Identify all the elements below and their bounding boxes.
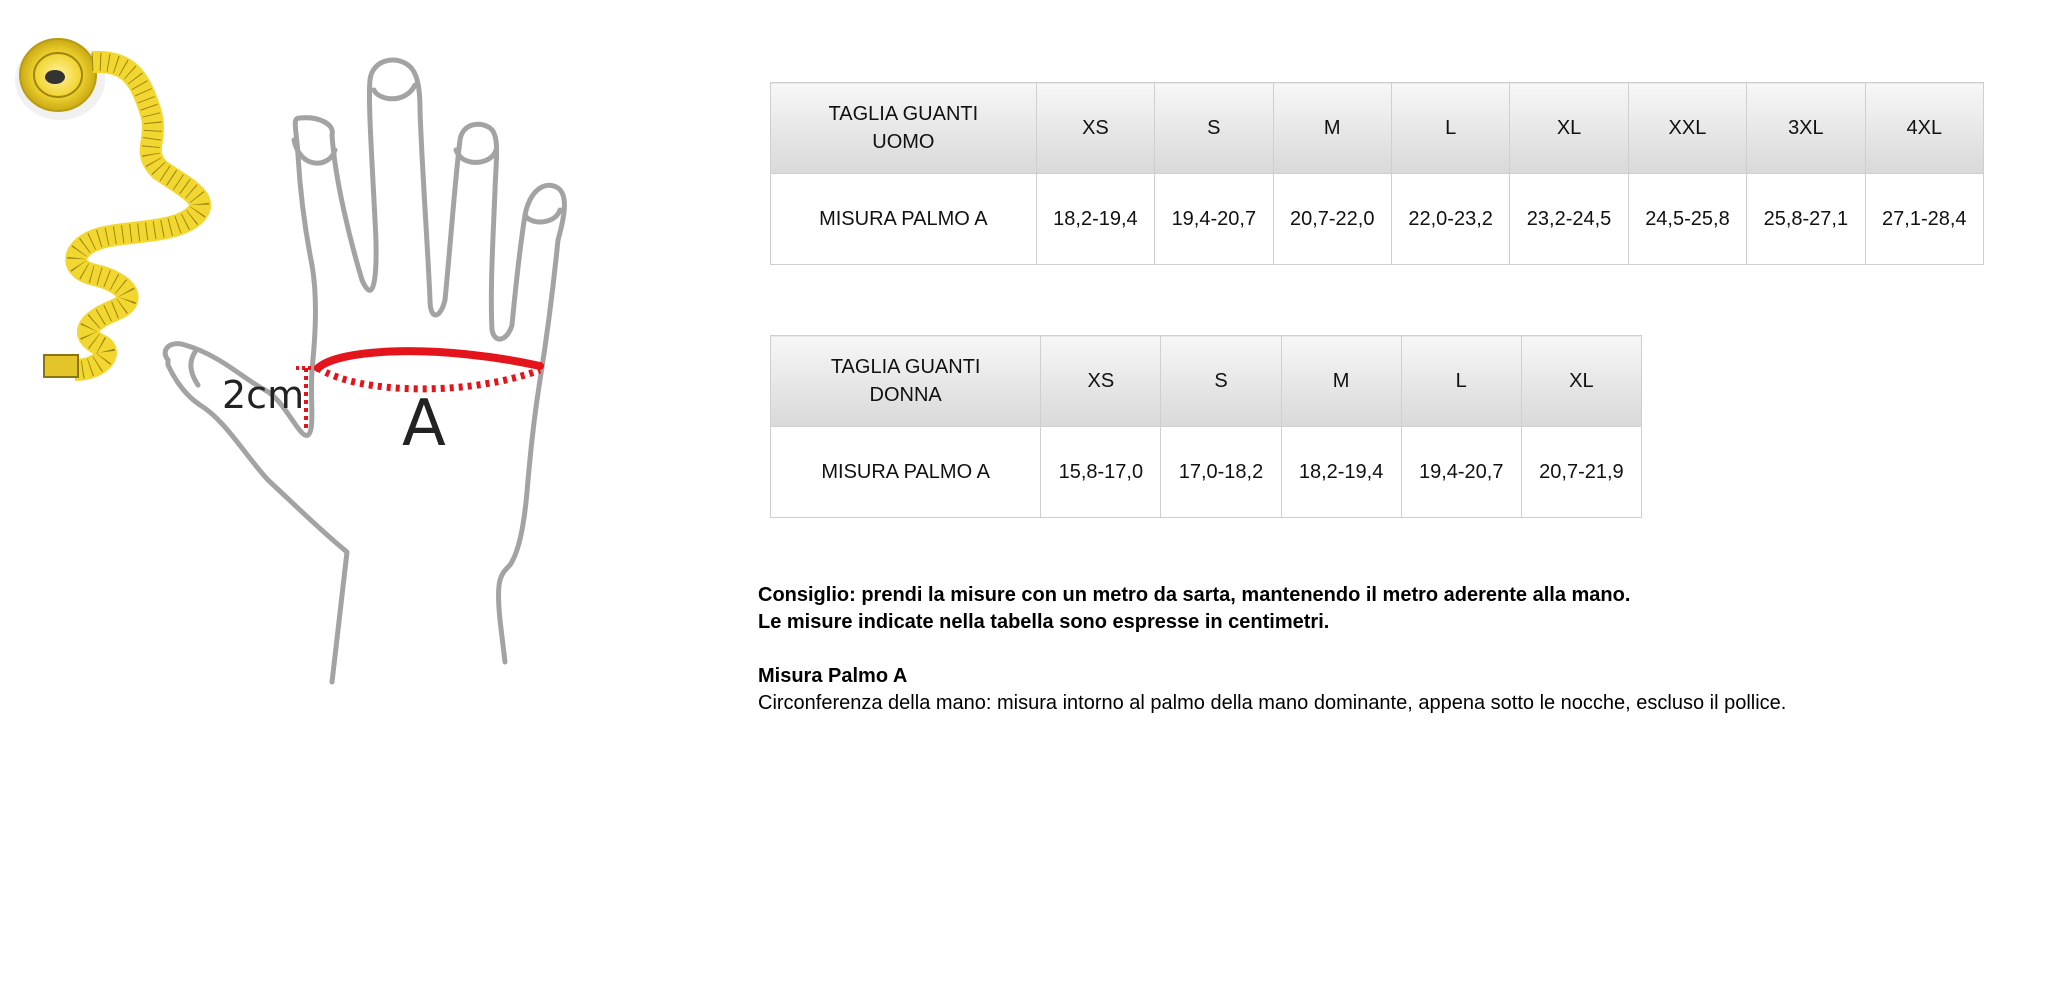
men-size-s: S [1155, 83, 1273, 174]
men-size-m: M [1273, 83, 1391, 174]
palm-measure-band [222, 351, 540, 461]
women-header-row [771, 336, 1642, 427]
men-measure-row [771, 174, 1984, 265]
men-value-s: 19,4-20,7 [1155, 174, 1273, 265]
men-size-table [770, 82, 1984, 265]
women-header-line-1: TAGLIA GUANTI [830, 356, 981, 378]
men-value-l: 22,0-23,2 [1391, 174, 1509, 265]
men-size-4xl: 4XL [1865, 83, 1983, 174]
men-header-line-2: UOMO [872, 131, 935, 153]
point-a-label: A [402, 387, 446, 461]
women-value-l: 19,4-20,7 [1401, 427, 1521, 518]
men-header-line-1: TAGLIA GUANTI [828, 103, 979, 125]
tip-line-1: Consiglio: prendi la misure con un metro da sarta, mantenendo il metro aderente alla mano. [758, 584, 1631, 606]
women-size-table [770, 335, 1642, 518]
men-value-4xl: 27,1-28,4 [1865, 174, 1983, 265]
tip-line-2: Le misure indicate nella tabella sono espresse in centimetri. [758, 611, 1330, 633]
women-value-m: 18,2-19,4 [1281, 427, 1401, 518]
notes-description: Circonferenza della mano: misura intorno al palmo della mano dominante, appena sotto le nocche, escluso il pollice. [758, 692, 1787, 714]
women-value-xs: 15,8-17,0 [1041, 427, 1161, 518]
men-size-3xl: 3XL [1747, 83, 1865, 174]
notes-spacer [758, 636, 1908, 663]
measure-label: 2cm [222, 373, 305, 417]
hand-measure-illustration [0, 0, 600, 720]
men-row-label: MISURA PALMO A [771, 174, 1037, 265]
men-size-xxl: XXL [1628, 83, 1746, 174]
men-header-label [771, 83, 1037, 174]
men-size-xs: XS [1036, 83, 1154, 174]
women-size-l: L [1401, 336, 1521, 427]
measurement-notes [758, 582, 1908, 717]
men-header-row [771, 83, 1984, 174]
women-header-label [771, 336, 1041, 427]
women-size-xs: XS [1041, 336, 1161, 427]
women-row-label: MISURA PALMO A [771, 427, 1041, 518]
women-size-s: S [1161, 336, 1281, 427]
tape-measure-icon [15, 39, 200, 377]
women-header-line-2: DONNA [869, 384, 942, 406]
men-value-3xl: 25,8-27,1 [1747, 174, 1865, 265]
women-measure-row [771, 427, 1642, 518]
men-value-m: 20,7-22,0 [1273, 174, 1391, 265]
men-value-xs: 18,2-19,4 [1036, 174, 1154, 265]
men-size-l: L [1391, 83, 1509, 174]
men-value-xl: 23,2-24,5 [1510, 174, 1628, 265]
men-size-xl: XL [1510, 83, 1628, 174]
women-value-s: 17,0-18,2 [1161, 427, 1281, 518]
women-value-xl: 20,7-21,9 [1521, 427, 1641, 518]
notes-heading: Misura Palmo A [758, 665, 908, 687]
women-size-m: M [1281, 336, 1401, 427]
men-value-xxl: 24,5-25,8 [1628, 174, 1746, 265]
women-size-xl: XL [1521, 336, 1641, 427]
hand-outline-icon [165, 60, 564, 682]
